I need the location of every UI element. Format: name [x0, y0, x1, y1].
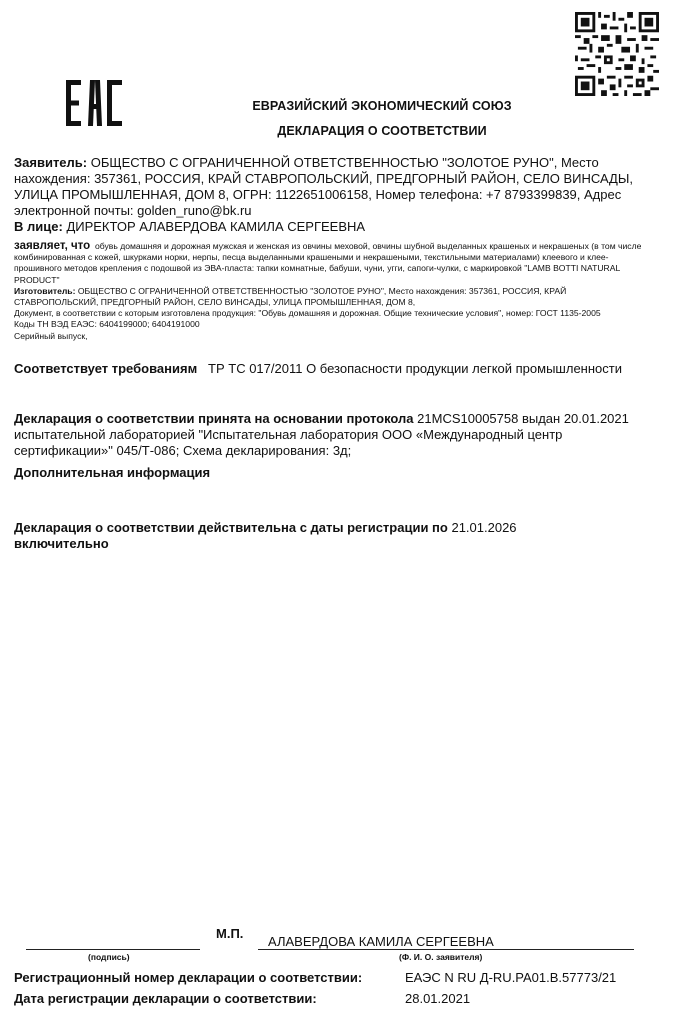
- protocol-label: Декларация о соответствии принята на основании протокола: [14, 411, 414, 426]
- validity-suffix: включительно: [14, 536, 109, 551]
- declares-label: заявляет, что: [14, 240, 91, 252]
- reg-date-label: Дата регистрации декларации о соответствии:: [14, 991, 317, 1006]
- customs-codes: Коды ТН ВЭД ЕАЭС: 6404199000; 6404191000: [14, 319, 200, 330]
- reg-number: ЕАЭС N RU Д-RU.PA01.B.57773/21: [405, 970, 617, 985]
- qr-code-icon: [575, 12, 659, 96]
- validity-date: 21.01.2026: [451, 520, 517, 535]
- stamp-label: М.П.: [216, 926, 244, 941]
- applicant-text: ОБЩЕСТВО С ОГРАНИЧЕННОЙ ОТВЕТСТВЕННОСТЬЮ "ЗОЛОТОЕ РУНО", Место нахождения: 357361, РОССИЯ, КРАЙ СТАВРОПОЛЬСКИЙ, ПРЕДГОРНЫЙ РАЙОН, СЕЛО ВИНСАДЫ, УЛИЦА ПРОМЫШЛЕННАЯ, ДОМ 8, ОГРН: 1122651006158, Номер телефона: +7 8793399839, Адрес электронной почты: golden_runo@bk.ru: [14, 155, 633, 218]
- person-text: ДИРЕКТОР АЛАВЕРДОВА КАМИЛА СЕРГЕЕВНА: [66, 219, 366, 234]
- document-title: ДЕКЛАРАЦИЯ О СООТВЕТСТВИИ: [277, 124, 487, 138]
- union-title: ЕВРАЗИЙСКИЙ ЭКОНОМИЧЕСКИЙ СОЮЗ: [252, 99, 512, 113]
- protocol-section: [14, 411, 650, 459]
- validity-label: Декларация о соответствии действительна с даты регистрации по: [14, 520, 448, 535]
- applicant-label: Заявитель:: [14, 155, 88, 170]
- manufacturer-label: Изготовитель:: [14, 285, 76, 296]
- compliance-section: [14, 361, 650, 377]
- signature-caption: (подпись): [88, 952, 130, 962]
- reg-date: 28.01.2021: [405, 991, 471, 1006]
- name-caption: (Ф. И. О. заявителя): [399, 952, 483, 962]
- product-description: обувь домашняя и дорожная мужская и женская из овчины меховой, овчины шубной выделанных крашеных и некрашеных (в том числе комбинированная с кожей, шкурками норки, нерпы, песца выделанными крашеными и некрашеными, текстильными материалами) клеевого и клее- прошивного методов крепления с подошвой из ЭВА-пласта: тапки комнатные, бабуши, чуни, угги, сапоги-чулки, с маркировкой "LAMB BOTTI NATURAL PRODUCT": [14, 241, 642, 285]
- applicant-section: [14, 155, 650, 219]
- standard-document: Документ, в соответствии с которым изготовлена продукция: "Обувь домашняя и дорожная. Общие технические условия", номер: ГОСТ 1135-2005: [14, 308, 601, 319]
- applicant-name: АЛАВЕРДОВА КАМИЛА СЕРГЕЕВНА: [268, 934, 494, 949]
- compliance-label: Соответствует требованиям: [14, 361, 198, 376]
- person-label: В лице:: [14, 219, 63, 234]
- validity-section: [14, 520, 650, 552]
- additional-info-label: Дополнительная информация: [14, 465, 211, 480]
- declaration-section: [14, 241, 650, 342]
- protocol-text: 21MCS10005758 выдан 20.01.2021 испытательной лабораторией "Испытательная лаборатория ООО «Международный центр сертификации»" 045/Т-086; Схема декларирования: 3д;: [14, 411, 629, 458]
- manufacturer-text: ОБЩЕСТВО С ОГРАНИЧЕННОЙ ОТВЕТСТВЕННОСТЬЮ "ЗОЛОТОЕ РУНО", Место нахождения: 357361, РОССИЯ, КРАЙ СТАВРОПОЛЬСКИЙ, ПРЕДГОРНЫЙ РАЙОН, СЕЛО ВИНСАДЫ, УЛИЦА ПРОМЫШЛЕННАЯ, ДОМ 8,: [14, 285, 567, 308]
- compliance-text: ТР ТС 017/2011 О безопасности продукции легкой промышленности: [208, 361, 622, 376]
- release-type: Серийный выпуск,: [14, 330, 88, 341]
- reg-number-label: Регистрационный номер декларации о соответствии:: [14, 970, 363, 985]
- name-line: [258, 949, 634, 950]
- signature-line: [26, 949, 200, 950]
- person-section: [14, 219, 650, 235]
